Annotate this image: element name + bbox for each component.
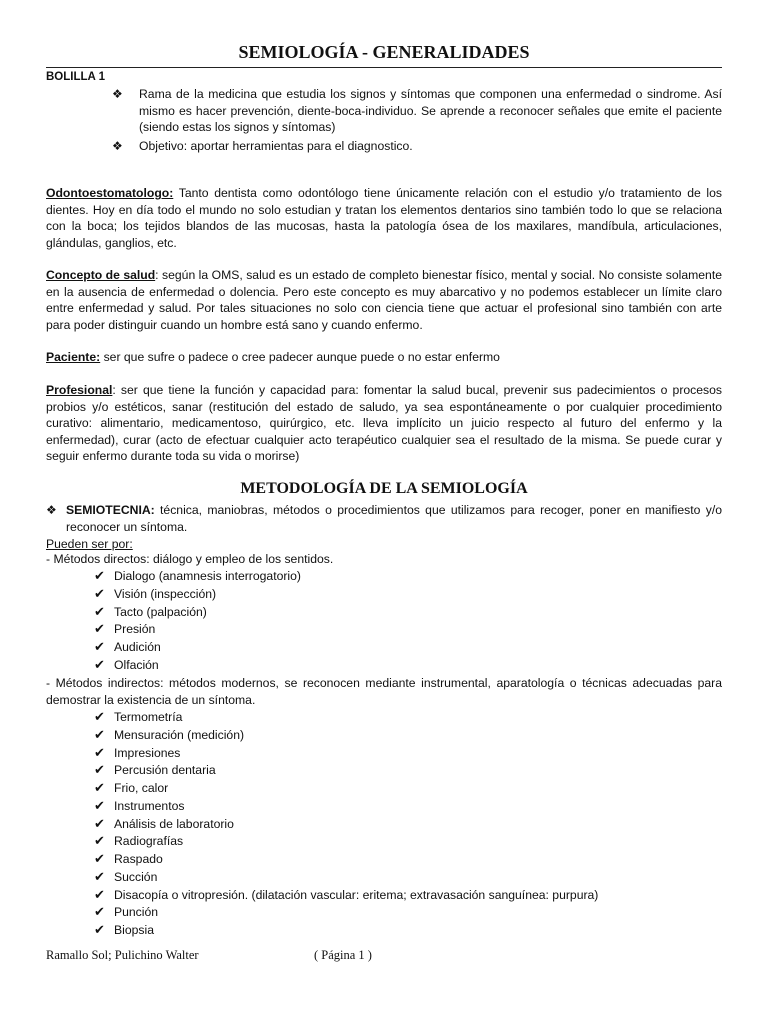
check-icon: ✔ [94, 657, 105, 673]
directos-intro: - Métodos directos: diálogo y empleo de los sentidos. [46, 552, 334, 566]
metodologia-heading: METODOLOGÍA DE LA SEMIOLOGÍA [240, 480, 528, 497]
check-icon: ✔ [94, 727, 105, 743]
check-list-item [94, 586, 301, 604]
profesional-text: : ser que tiene la función y capacidad para: fomentar la salud bucal, prevenir sus padecimientos o procesos probios y/o estéticos, sanar (restitución del estado de saludo, ya sea espontáneamente o por cualquier procedimiento curativo: alimentario, medicamentoso, quirúrgico, etc. lleva implícito un juicio respecto al futuro del enfermo y la enfermedad), curar (acto de efectuar cualquier acto terapéutico cualquier sea el resultado de la misma. Se puede curar y seguir enfermo durante toda su vida o morirse) [46, 383, 722, 463]
check-list-item [94, 887, 598, 905]
check-icon: ✔ [94, 586, 105, 602]
pueden-ser-label: Pueden ser por: [46, 537, 133, 551]
check-icon: ✔ [94, 569, 105, 584]
intro-bullet [112, 86, 722, 136]
indirectos-intro: - Métodos indirectos: métodos modernos, se reconocen mediante instrumental, aparatología o técnicas adecuadas para demostrar la existencia de un síntoma. [46, 676, 722, 707]
diamond-bullet-icon: ❖ [46, 503, 57, 517]
check-item-text: Mensuración (medición) [114, 727, 245, 742]
check-list-item [94, 780, 598, 798]
check-list-item [94, 604, 301, 622]
paciente-text: ser que sufre o padece o cree padecer aunque puede o no estar enfermo [100, 350, 500, 364]
check-icon: ✔ [94, 798, 105, 814]
check-item-text: Frio, calor [114, 781, 169, 795]
intro-bullet-text: Rama de la medicina que estudia los signos y síntomas que componen una enfermedad o sindrome. Así mismo es hacer prevención, diente-boca-individuo. Se aprende a reconocer señales que emite el paciente (siendo estas los signos y síntomas) [139, 87, 722, 134]
paciente-term: Paciente: [46, 350, 101, 364]
check-item-text: Punción [114, 905, 159, 920]
check-list-item [94, 816, 598, 834]
paciente-paragraph [46, 349, 722, 366]
intro-bullet-text: Objetivo: aportar herramientas para el diagnostico. [139, 138, 413, 153]
check-icon: ✔ [94, 834, 105, 850]
check-list-item [94, 869, 598, 887]
page-title: SEMIOLOGÍA - GENERALIDADES [238, 42, 530, 62]
footer-page-number: ( Página 1 ) [314, 948, 372, 962]
check-list-item [94, 922, 598, 940]
check-list-item [94, 745, 598, 763]
bolilla-label: BOLILLA 1 [46, 71, 105, 83]
check-item-text: Succión [114, 869, 158, 884]
directos-list [94, 568, 301, 675]
check-item-text: Biopsia [114, 923, 154, 937]
check-list-item [94, 762, 598, 780]
check-icon: ✔ [94, 763, 105, 779]
profesional-term: Profesional [46, 383, 113, 397]
semiotecnia-text: técnica, maniobras, métodos o procedimientos que utilizamos para recoger, poner en manifiesto y/o reconocer un síntoma. [66, 503, 722, 534]
check-list-item [94, 657, 301, 675]
profesional-paragraph [46, 382, 722, 465]
intro-bullet [112, 138, 722, 155]
check-item-text: Percusión dentaria [114, 763, 216, 778]
title-rule [46, 67, 722, 68]
check-icon: ✔ [94, 745, 105, 761]
check-list-item [94, 727, 598, 745]
check-list-item [94, 833, 598, 851]
footer-authors: Ramallo Sol; Pulichino Walter [46, 948, 199, 962]
odonto-paragraph [46, 185, 722, 251]
semiotecnia-term: SEMIOTECNIA: [66, 503, 155, 517]
odonto-term: Odontoestomatologo: [46, 186, 174, 200]
check-item-text: Raspado [114, 852, 163, 866]
check-item-text: Impresiones [114, 745, 181, 760]
check-icon: ✔ [94, 816, 105, 832]
check-list-item [94, 621, 301, 639]
check-item-text: Radiografías [114, 834, 184, 849]
check-list-item [94, 639, 301, 657]
check-item-text: Análisis de laboratorio [114, 816, 234, 831]
check-item-text: Olfación [114, 657, 159, 672]
check-icon: ✔ [94, 604, 105, 620]
check-icon: ✔ [94, 781, 105, 796]
check-item-text: Dialogo (anamnesis interrogatorio) [114, 569, 301, 583]
check-item-text: Presión [114, 622, 156, 637]
check-icon: ✔ [94, 869, 105, 885]
check-item-text: Audición [114, 640, 161, 654]
check-list-item [94, 568, 301, 586]
check-icon: ✔ [94, 710, 105, 725]
salud-text: : según la OMS, salud es un estado de completo bienestar físico, mental y social. No consiste solamente en la ausencia de enfermedad o dolencia. Pero este concepto es muy abarcativo y no podemos establecer un límite claro entre enfermedad y salud. Por tales situaciones no solo con ciencia tiene que actuar el profesional sino también con arte para poder distinguir cuando un hombre está sano y cuando enfermo. [46, 268, 722, 332]
diamond-bullet-icon: ❖ [112, 138, 123, 153]
semiotecnia-bullet [46, 502, 722, 535]
check-icon: ✔ [94, 622, 105, 638]
salud-term: Concepto de salud [46, 268, 156, 282]
check-icon: ✔ [94, 905, 105, 921]
check-list-item [94, 904, 598, 922]
check-icon: ✔ [94, 923, 105, 938]
check-list-item [94, 798, 598, 816]
check-item-text: Visión (inspección) [114, 586, 217, 601]
diamond-bullet-icon: ❖ [112, 87, 123, 101]
check-icon: ✔ [94, 852, 105, 867]
check-icon: ✔ [94, 887, 105, 903]
check-icon: ✔ [94, 640, 105, 655]
check-item-text: Termometría [114, 710, 183, 724]
salud-paragraph [46, 267, 722, 333]
check-list-item [94, 851, 598, 869]
odonto-text: Tanto dentista como odontólogo tiene únicamente relación con el estudio y/o tratamiento de los dientes. Hoy en día todo el mundo no solo estudian y tratan los elementos dentarios sino también todo lo que se relaciona con la boca; los tejidos blandos de las mucosas, hasta la patología ósea de los maxilares, mandíbula, articulaciones, glándulas, ganglios, etc. [46, 186, 722, 250]
check-list-item [94, 709, 598, 727]
check-item-text: Tacto (palpación) [114, 604, 207, 619]
check-item-text: Instrumentos [114, 798, 185, 813]
indirectos-list [94, 709, 598, 940]
check-item-text: Disacopía o vitropresión. (dilatación vascular: eritema; extravasación sanguínea: purpura) [114, 887, 599, 902]
intro-bullets [112, 86, 722, 156]
